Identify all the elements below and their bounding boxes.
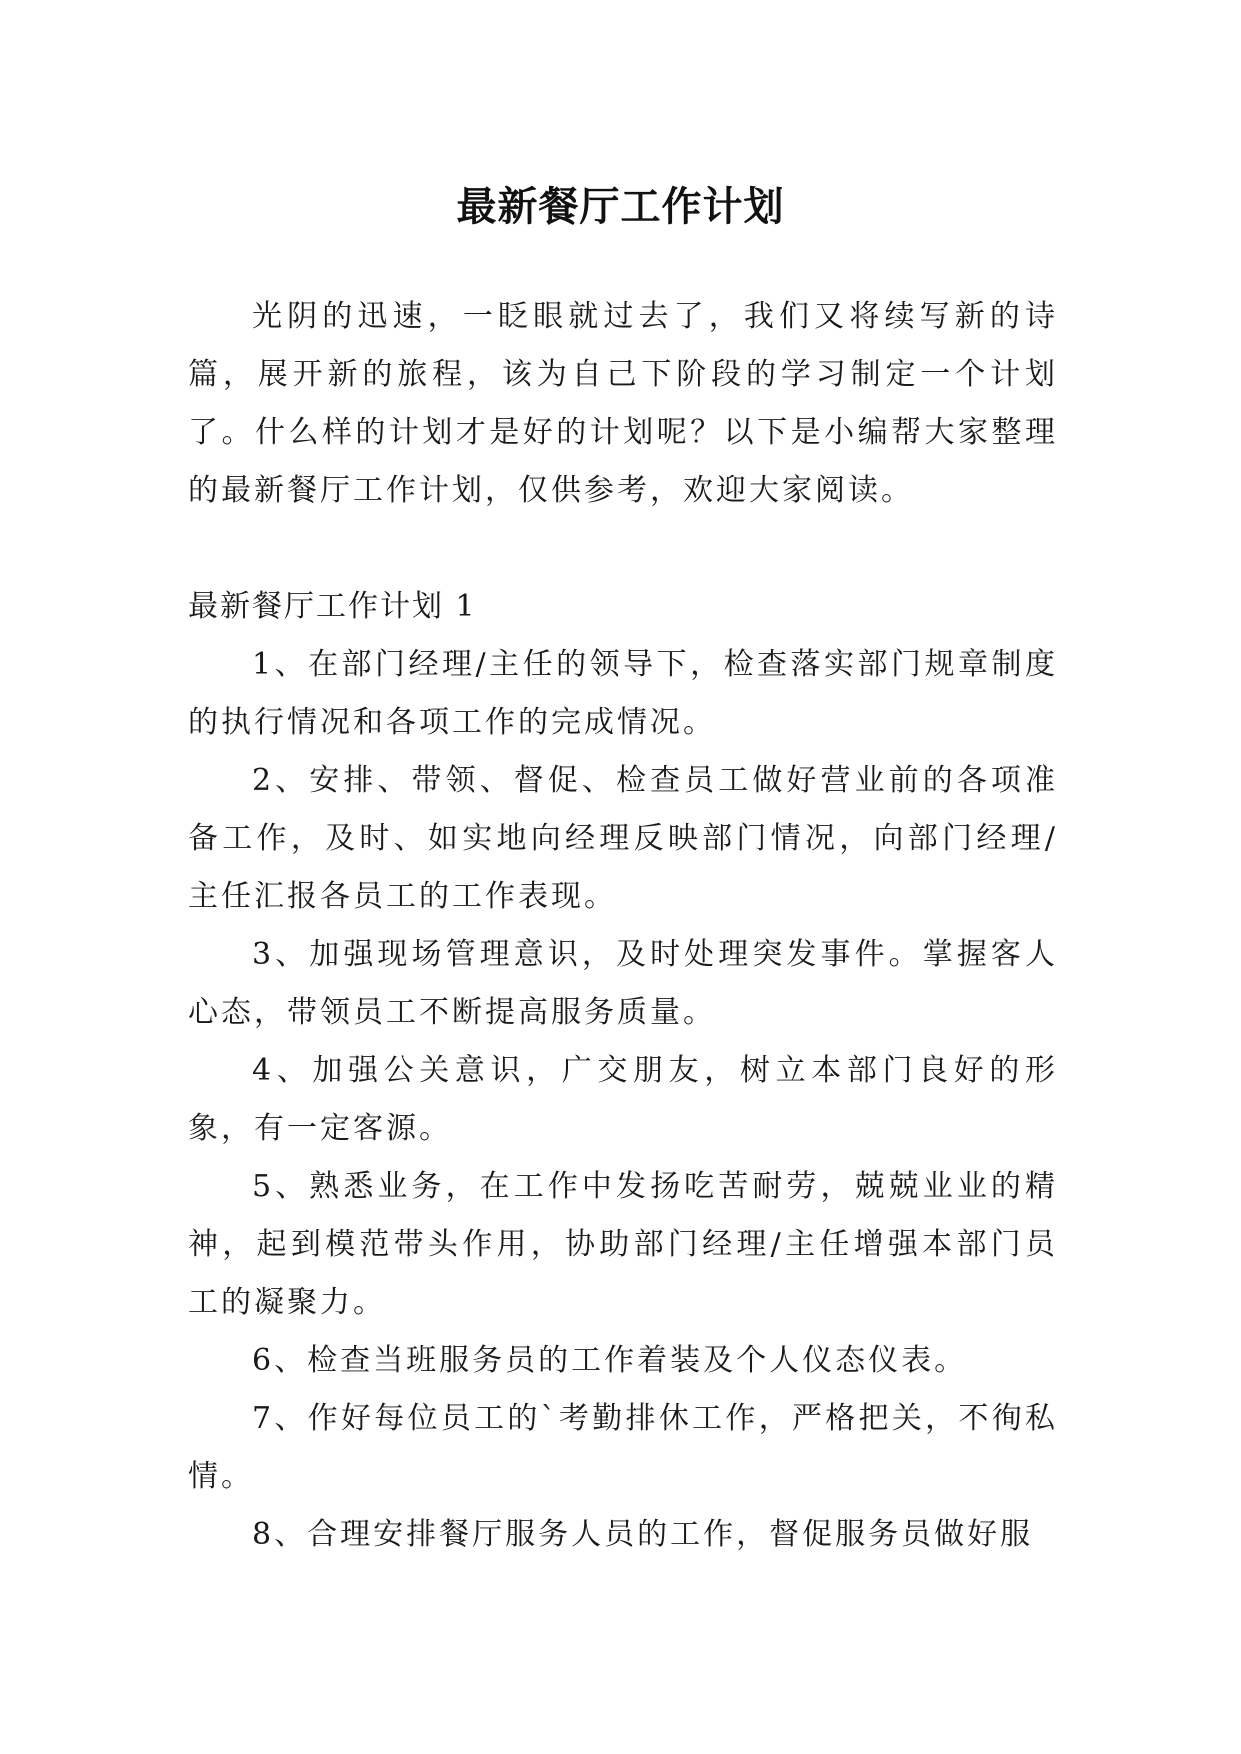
section-heading: 最新餐厅工作计划 1 [188, 589, 477, 624]
list-item: 4、加强公关意识，广交朋友，树立本部门良好的形象，有一定客源。 [188, 1053, 1058, 1146]
list-item: 1、在部门经理/主任的领导下，检查落实部门规章制度的执行情况和各项工作的完成情况。 [188, 647, 1058, 740]
list-item: 2、安排、带领、督促、检查员工做好营业前的各项准备工作，及时、如实地向经理反映部门情况，向部门经理/主任汇报各员工的工作表现。 [188, 763, 1058, 914]
list-item: 3、加强现场管理意识，及时处理突发事件。掌握客人心态，带领员工不断提高服务质量。 [188, 937, 1058, 1030]
document-title: 最新餐厅工作计划 [456, 182, 785, 230]
list-item: 7、作好每位员工的`考勤排休工作，严格把关，不徇私情。 [188, 1401, 1058, 1494]
intro-paragraph: 光阴的迅速，一眨眼就过去了，我们又将续写新的诗篇，展开新的旅程，该为自己下阶段的学习制定一个计划了。什么样的计划才是好的计划呢？以下是小编帮大家整理的最新餐厅工作计划，仅供参考，欢迎大家阅读。 [188, 299, 1058, 508]
list-item: 6、检查当班服务员的工作着装及个人仪态仪表。 [252, 1343, 968, 1378]
list-item: 8、合理安排餐厅服务人员的工作，督促服务员做好服 [252, 1517, 1034, 1552]
list-item: 5、熟悉业务，在工作中发扬吃苦耐劳，兢兢业业的精神，起到模范带头作用，协助部门经理/主任增强本部门员工的凝聚力。 [188, 1169, 1058, 1320]
document-body [188, 288, 1058, 1564]
